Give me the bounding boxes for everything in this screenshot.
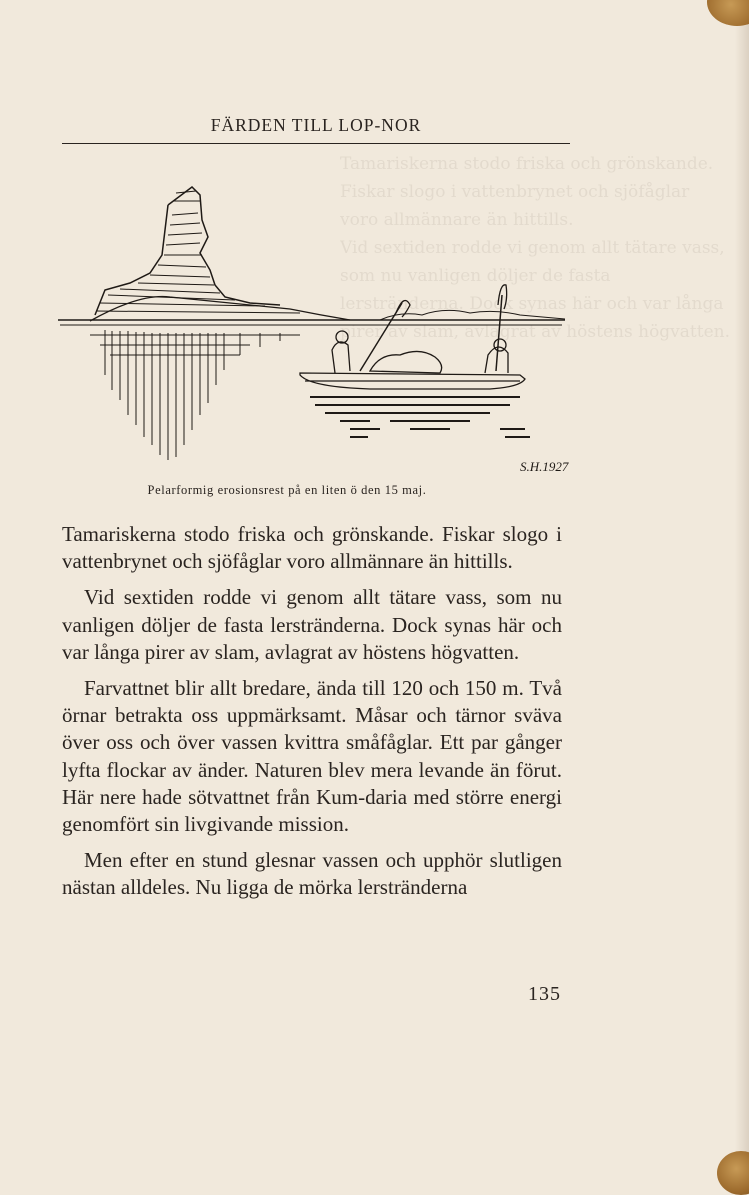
ink-drawing-illustration bbox=[50, 175, 572, 480]
paragraph-1: Tamariskerna stodo friska och grönskande. Fiskar slogo i vattenbrynet och sjöfåglar voro allmännare än hittills. bbox=[62, 522, 562, 574]
body-text bbox=[62, 521, 562, 902]
paragraph-4: Men efter en stund glesnar vassen och upphör slutligen nästan alldeles. Nu ligga de mörka lerstränderna bbox=[62, 848, 562, 900]
header-rule bbox=[62, 143, 570, 144]
corner-stain-top-right bbox=[707, 0, 749, 26]
show-through-text: Tamariskerna stodo friska och grönskande. Fiskar slogo i vattenbrynet och sjöfåglar voro allmännare än hittills. Vid sextiden rodde vi genom allt tätare vass, som nu vanligen döljer de fasta lerstränderna. Dock synas här och var långa pirer av slam, avlagrat av höstens högvatten. bbox=[340, 154, 730, 342]
illustration-caption: Pelarformig erosionsrest på en liten ö den 15 maj. bbox=[147, 483, 427, 497]
corner-stain-bottom-right bbox=[717, 1151, 749, 1195]
page-number: 135 bbox=[528, 983, 561, 1005]
artist-signature: S.H.1927 bbox=[520, 459, 569, 474]
paragraph-3: Farvattnet blir allt bredare, ända till 120 och 150 m. Två örnar betrakta oss uppmärksamt. Måsar och tärnor sväva över oss och över vassen kvittra småfåglar. Ett par gånger lyfta flockar av änder. Naturen blev mera levande än förut. Här nere hade sötvattnet från Kum-daria med större energi genomfört sin livgivande mission. bbox=[62, 676, 562, 837]
page-edge-shadow bbox=[735, 0, 749, 1175]
paragraph-2: Vid sextiden rodde vi genom allt tätare vass, som nu vanligen döljer de fasta lerstränderna. Dock synas här och var långa pirer av slam, avlagrat av höstens högvatten. bbox=[62, 585, 562, 664]
running-header: FÄRDEN TILL LOP-NOR bbox=[210, 115, 422, 135]
